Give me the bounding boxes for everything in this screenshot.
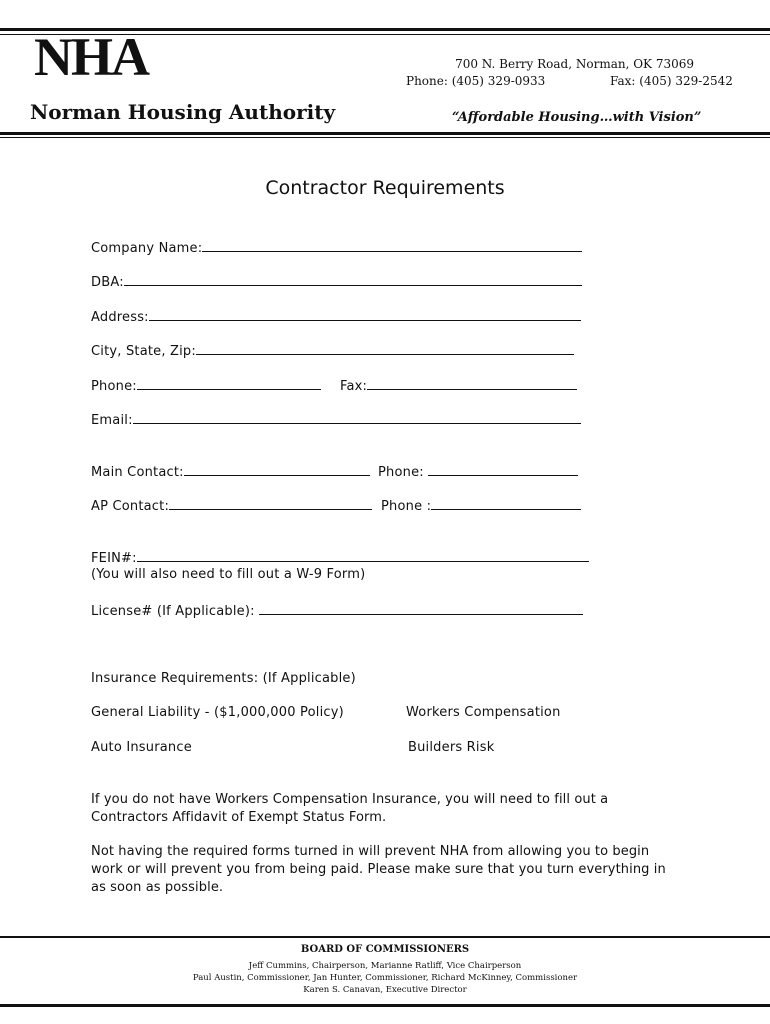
ap-contact-field[interactable] [91,497,372,514]
fein-field[interactable] [91,549,589,566]
fax-field[interactable] [340,377,577,394]
general-liability-item: General Liability - ($1,000,000 Policy) [91,705,344,720]
email-label: Email: [91,413,133,428]
workers-comp-item: Workers Compensation [406,705,561,720]
phone-field[interactable] [91,377,321,394]
org-phone: Phone: (405) 329-0933 [406,74,546,88]
address-blank[interactable] [149,308,581,321]
board-line-2: Paul Austin, Commissioner, Jan Hunter, Commissioner, Richard McKinney, Commissioner [192,973,578,983]
page-title: Contractor Requirements [265,177,505,199]
auto-insurance-item: Auto Insurance [91,740,192,755]
org-fax: Fax: (405) 329-2542 [610,74,733,88]
org-tagline: “Affordable Housing…with Vision” [452,110,702,125]
address-label: Address: [91,310,149,325]
main-contact-field[interactable] [91,463,370,480]
nha-logo: NHA [34,27,148,87]
workers-comp-paragraph: If you do not have Workers Compensation Insurance, you will need to fill out a Contractors Affidavit of Exempt Status Form. [91,792,609,825]
company-name-field[interactable] [91,239,582,256]
footer-bottom-rule [0,1004,770,1007]
main-contact-phone-field[interactable] [378,463,578,480]
main-contact-phone-label: Phone: [378,465,429,480]
city-state-zip-label: City, State, Zip: [91,344,196,359]
email-blank[interactable] [133,411,581,424]
fein-label: FEIN#: [91,551,137,566]
license-field[interactable] [91,602,583,619]
ap-contact-phone-field[interactable] [381,497,581,514]
city-state-zip-field[interactable] [91,342,574,359]
board-title: BOARD OF COMMISSIONERS [300,944,470,955]
phone-label: Phone: [91,379,137,394]
main-contact-phone-blank[interactable] [428,463,578,476]
builders-risk-item: Builders Risk [408,740,495,755]
ap-contact-phone-blank[interactable] [431,497,581,510]
company-name-blank[interactable] [202,239,582,252]
required-forms-paragraph: Not having the required forms turned in will prevent NHA from allowing you to begin work or will prevent you from being paid. Please make sure that you turn everything in as soon as possible. [91,844,666,895]
dba-blank[interactable] [124,273,582,286]
address-field[interactable] [91,308,581,325]
company-name-label: Company Name: [91,241,203,256]
city-state-zip-blank[interactable] [196,342,574,355]
main-contact-label: Main Contact: [91,465,184,480]
fein-note: (You will also need to fill out a W-9 Form) [91,567,366,582]
license-blank[interactable] [259,602,583,615]
org-name: Norman Housing Authority [30,100,336,124]
dba-field[interactable] [91,273,582,290]
footer-top-rule [0,936,770,938]
header-bottom-rule [0,132,770,135]
board-line-1: Jeff Cummins, Chairperson, Marianne Ratliff, Vice Chairperson [248,961,522,971]
insurance-heading: Insurance Requirements: (If Applicable) [91,671,356,686]
fax-blank[interactable] [367,377,577,390]
fax-label: Fax: [340,379,368,394]
board-line-3: Karen S. Canavan, Executive Director [303,985,467,995]
org-address: 700 N. Berry Road, Norman, OK 73069 [455,57,694,71]
license-label: License# (If Applicable): [91,604,260,619]
ap-contact-label: AP Contact: [91,499,170,514]
main-contact-blank[interactable] [184,463,370,476]
dba-label: DBA: [91,275,124,290]
fein-blank[interactable] [137,549,589,562]
header-bottom-rule-thin [0,137,770,138]
ap-contact-blank[interactable] [169,497,372,510]
ap-contact-phone-label: Phone : [381,499,432,514]
email-field[interactable] [91,411,581,428]
phone-blank[interactable] [137,377,321,390]
